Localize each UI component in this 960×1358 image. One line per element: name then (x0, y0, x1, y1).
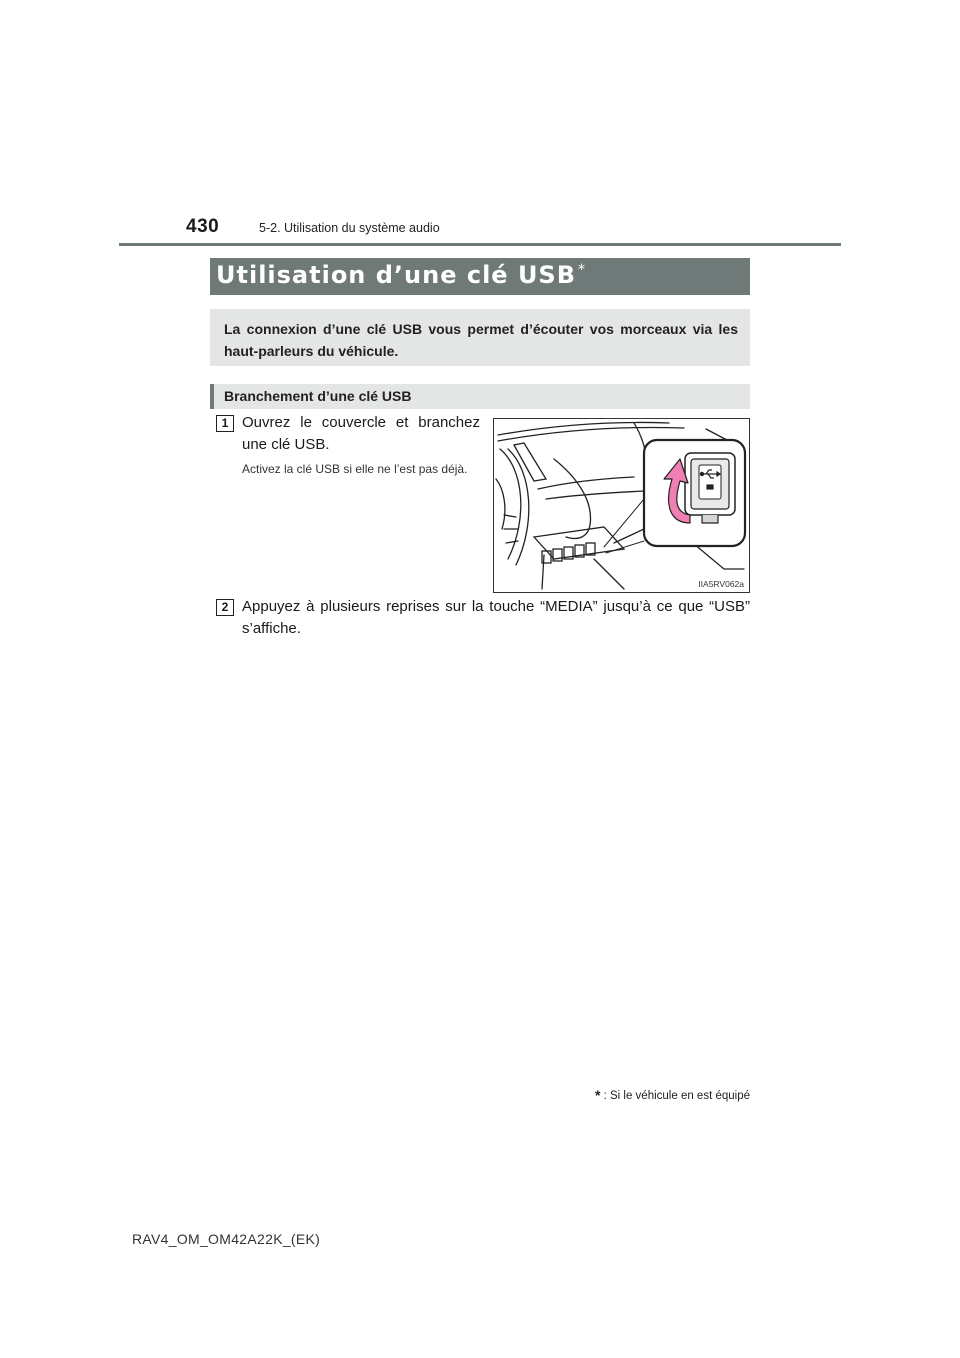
header-rule (119, 243, 841, 246)
step-1-number: 1 (216, 415, 234, 432)
step-1-note: Activez la clé USB si elle ne l’est pas déjà. (242, 462, 468, 476)
step-1-text: Ouvrez le couvercle et branchez une clé USB. (242, 414, 480, 453)
footnote-asterisk: * (594, 1087, 601, 1103)
subsection-bar (210, 384, 750, 409)
intro-box (210, 309, 750, 366)
manual-code: RAV4_OM_OM42A22K_(EK) (132, 1231, 321, 1247)
figure-code: IIA5RV062a (698, 579, 744, 589)
footnote (586, 1087, 750, 1103)
subsection-accent (210, 384, 214, 409)
title-bar (210, 258, 750, 295)
step-2-number: 2 (216, 599, 234, 616)
footnote-text: : Si le véhicule en est équipé (603, 1090, 750, 1102)
step-2-text: Appuyez à plusieurs reprises sur la touche “MEDIA” jusqu’à ce que “USB” s’affiche. (242, 598, 750, 637)
page-number: 430 (186, 216, 220, 237)
page-title (216, 261, 586, 289)
page-title-text: Utilisation d’une clé USB (216, 261, 577, 289)
subsection-title: Branchement d’une clé USB (224, 388, 412, 404)
usb-port-illustration (493, 418, 750, 593)
dashboard-drawing (494, 419, 750, 593)
section-label: 5-2. Utilisation du système audio (259, 221, 440, 235)
intro-text: La connexion d’une clé USB vous permet d’écouter vos morceaux via les haut-parleurs du véhicule. (224, 321, 738, 359)
title-asterisk: * (578, 262, 587, 278)
